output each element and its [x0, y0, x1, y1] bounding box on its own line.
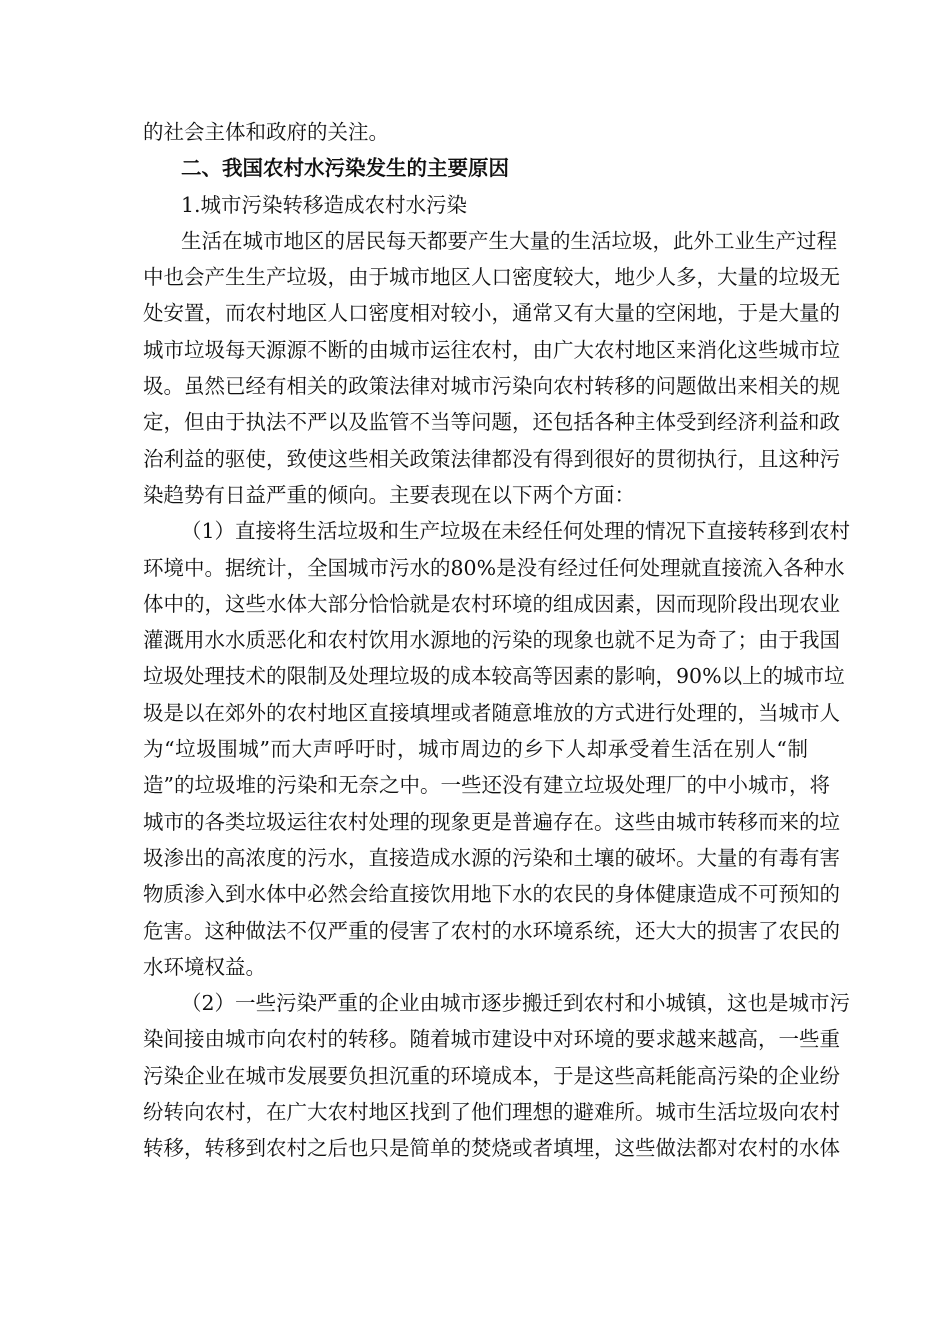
text-line: 定，但由于执法不严以及监管不当等问题，还包括各种主体受到经济利益和政: [143, 410, 840, 435]
text-line: 纷转向农村，在广大农村地区找到了他们理想的避难所。城市生活垃圾向农村: [143, 1100, 840, 1125]
paragraph-continuation: 的社会主体和政府的关注。: [143, 120, 389, 144]
text-line: 污染企业在城市发展要负担沉重的环境成本，于是这些高耗能高污染的企业纷: [143, 1063, 840, 1088]
text-line: 灌溉用水水质恶化和农村饮用水源地的污染的现象也就不足为奇了；由于我国: [143, 628, 840, 653]
text-line: 环境中。据统计，全国城市污水的80%是没有经过任何处理就直接流入各种水: [143, 555, 845, 580]
text-line: 危害。这种做法不仅严重的侵害了农村的水环境系统，还大大的损害了农民的: [143, 918, 840, 943]
text-line: 为“垃圾围城”而大声呼吁时，城市周边的乡下人却承受着生活在别人“制: [143, 737, 808, 762]
text-line: （2）一些污染严重的企业由城市逐步搬迁到农村和小城镇，这也是城市污: [181, 991, 851, 1016]
subsection-heading: 1.城市污染转移造成农村水污染: [181, 192, 468, 217]
text-line: 圾。虽然已经有相关的政策法律对城市污染向农村转移的问题做出来相关的规: [143, 374, 840, 399]
text-line: 中也会产生生产垃圾，由于城市地区人口密度较大，地少人多，大量的垃圾无: [143, 265, 840, 290]
document-body: [143, 114, 851, 1167]
text-line: 垃圾处理技术的限制及处理垃圾的成本较高等因素的影响，90%以上的城市垃: [143, 664, 845, 689]
text-line: 处安置，而农村地区人口密度相对较小，通常又有大量的空闲地，于是大量的: [143, 301, 840, 326]
text-line: 治利益的驱使，致使这些相关政策法律都没有得到很好的贯彻执行，且这种污: [143, 446, 840, 471]
text-line: 转移，转移到农村之后也只是简单的焚烧或者填埋，这些做法都对农村的水体: [143, 1136, 840, 1161]
text-line: 染间接由城市向农村的转移。随着城市建设中对环境的要求越来越高，一些重: [143, 1027, 840, 1052]
text-line: 城市的各类垃圾运往农村处理的现象更是普遍存在。这些由城市转移而来的垃: [143, 809, 840, 834]
paragraph-3: [143, 985, 851, 1166]
paragraph-1: [143, 223, 840, 513]
text-line: 圾渗出的高浓度的污水，直接造成水源的污染和土壤的破坏。大量的有毒有害: [143, 845, 840, 870]
text-line: 圾是以在郊外的农村地区直接填埋或者随意堆放的方式进行处理的，当城市人: [143, 700, 840, 725]
text-line: 水环境权益。: [143, 954, 266, 979]
section-heading: 二、我国农村水污染发生的主要原因: [181, 156, 509, 181]
text-line: 生活在城市地区的居民每天都要产生大量的生活垃圾，此外工业生产过程: [181, 228, 837, 253]
text-line: 造”的垃圾堆的污染和无奈之中。一些还没有建立垃圾处理厂的中小城市，将: [143, 773, 830, 798]
text-line: 物质渗入到水体中必然会给直接饮用地下水的农民的身体健康造成不可预知的: [143, 882, 840, 907]
text-line: （1）直接将生活垃圾和生产垃圾在未经任何处理的情况下直接转移到农村: [181, 519, 851, 544]
text-line: 城市垃圾每天源源不断的由城市运往农村，由广大农村地区来消化这些城市垃: [143, 337, 840, 362]
paragraph-2: [143, 513, 851, 985]
text-line: 体中的，这些水体大部分恰恰就是农村环境的组成因素，因而现阶段出现农业: [143, 591, 840, 616]
text-line: 染趋势有日益严重的倾向。主要表现在以下两个方面：: [143, 482, 635, 507]
